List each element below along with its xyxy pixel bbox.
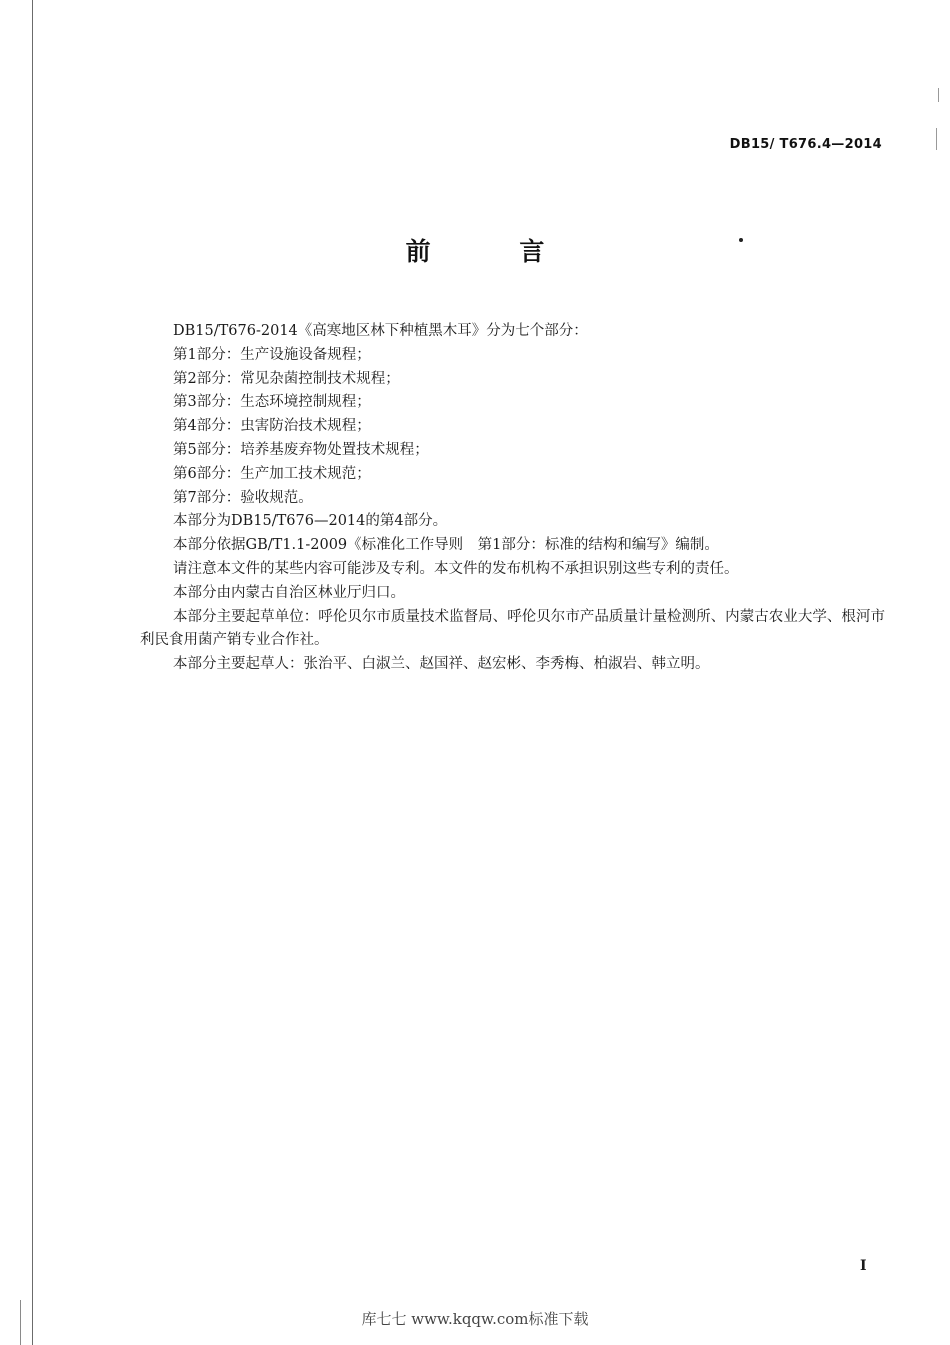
paragraph-drafting-units: 本部分主要起草单位：呼伦贝尔市质量技术监督局、呼伦贝尔市产品质量计量检测所、内蒙古农业大学、根河市利民食用菌产销专业合作社。 bbox=[140, 608, 885, 649]
page-title: 前 言 bbox=[405, 237, 585, 266]
paragraph-intro: DB15/T676-2014《高寒地区林下种植黑木耳》分为七个部分： bbox=[173, 323, 588, 339]
paragraph-part-5: 第5部分：培养基废弃物处置技术规程； bbox=[173, 441, 429, 458]
paragraph-patent-notice: 请注意本文件的某些内容可能涉及专利。本文件的发布机构不承担识别这些专利的责任。 bbox=[173, 560, 739, 577]
paragraph-this-part: 本部分为DB15/T676—2014的第4部分。 bbox=[173, 513, 448, 530]
paragraph-part-2: 第2部分：常见杂菌控制技术规程； bbox=[173, 370, 400, 387]
paragraph-part-7: 第7部分：验收规范。 bbox=[173, 489, 313, 506]
document-code: DB15/ T676.4—2014 bbox=[729, 137, 882, 152]
scan-edge-line bbox=[32, 0, 33, 1345]
paragraph-administration: 本部分由内蒙古自治区林业厅归口。 bbox=[173, 584, 405, 601]
paragraph-part-4: 第4部分：虫害防治技术规程； bbox=[173, 418, 371, 435]
paragraph-basis: 本部分依据GB/T1.1-2009《标准化工作导则 第1部分：标准的结构和编写》编制。 bbox=[173, 537, 719, 554]
paragraph-part-3: 第3部分：生态环境控制规程； bbox=[173, 394, 371, 411]
paragraph-part-6: 第6部分：生产加工技术规范； bbox=[173, 465, 371, 482]
scan-dot bbox=[739, 238, 743, 242]
watermark-text: 库七七 www.kqqw.com标准下载 bbox=[361, 1310, 589, 1328]
page-number: I bbox=[860, 1258, 867, 1274]
foreword-body bbox=[140, 320, 885, 677]
scan-speck bbox=[938, 88, 939, 102]
scan-speck bbox=[936, 128, 937, 150]
paragraph-drafters: 本部分主要起草人：张治平、白淑兰、赵国祥、赵宏彬、李秀梅、柏淑岩、韩立明。 bbox=[173, 656, 710, 673]
paragraph-part-1: 第1部分：生产设施设备规程； bbox=[173, 346, 371, 363]
